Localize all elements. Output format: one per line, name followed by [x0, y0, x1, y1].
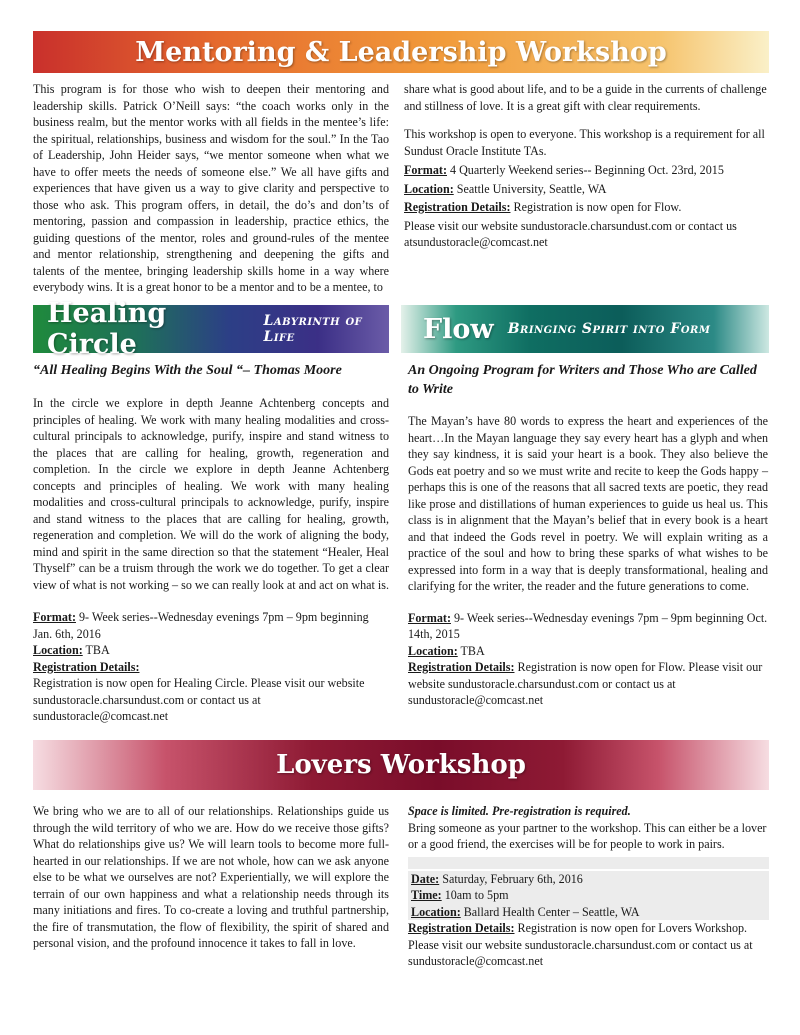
- flow-subhead: An Ongoing Program for Writers and Those Who are Called to Write: [408, 363, 757, 397]
- flow-title: Flow: [423, 313, 494, 345]
- location-value: Ballard Health Center – Seattle, WA: [460, 904, 640, 919]
- healing-body: In the circle we explore in depth Jeanne Achtenberg concepts and principles of healing. We work with many healing modalities and cross-cultural principals to acknowledge, purify, inspire and stand witness to the places that are calling for healing, growth, regeneration and completion. In the circle we explore in depth Jeanne Achtenberg concepts and principles of healing. We work with many healing modalities and cross-cultural principals to acknowledge, purify, inspire and stand witness to the places that are calling for healing, growth, regeneration and completion. We will do the work of aligning the body, mind and spirit in the same direction so that the statement “Healer, Heal Thyself” can be a truism through the work we do together. To get a clear view of what is not working – so we can really look at and act on what is.: [33, 396, 390, 592]
- lovers-right-column: [408, 803, 769, 970]
- registration-value: Registration is now open for Lovers Workshop.: [514, 921, 748, 935]
- registration-label: Registration Details:: [404, 200, 511, 214]
- format-label: Format:: [33, 610, 76, 624]
- healing-column: [33, 361, 389, 725]
- registration-label: Registration Details:: [408, 921, 515, 935]
- mentoring-banner: [33, 31, 769, 73]
- flow-body: The Mayan’s have 80 words to express the heart and experiences of the heart…In the Mayan language they say every heart has a glyph and when they say kindness, it is said your heart is a book. They also believe the Gods eat poetry and so we must write and recite to keep the Gods happy – perhaps this is one of the reasons that all sacred texts are poetic, they read like prose and distillations of human experiences to guide us heal us. This class is in alignment that the Mayan’s belief that in every book is a heart and that indeed the Gods revel in poetry. We will explain writing as a practice of the soul and how to bring these sparks of what wishes to be expressed into form in a way that is deeply transformational, healing and clarifying for the writer, the reader and the future generations to come.: [408, 414, 768, 593]
- location-value: Seattle University, Seattle, WA: [453, 181, 607, 196]
- location-label: Location:: [404, 181, 454, 196]
- flow-subtitle: Bringing Spirit into Form: [507, 321, 711, 337]
- registration-value: Registration is now open for Flow. Please visit our website sundustoracle.charsundust.com or contact us at sundustoracle@comcast.net: [408, 660, 763, 707]
- location-label: Location:: [411, 904, 461, 919]
- flow-banner: [401, 305, 769, 353]
- location-label: Location:: [408, 643, 458, 658]
- healing-registration-heading: [33, 659, 389, 676]
- lovers-time: [408, 887, 769, 904]
- registration-value: Registration is now open for Flow.: [510, 200, 682, 214]
- time-label: Time:: [411, 888, 442, 902]
- mentoring-intro: This program is for those who wish to deepen their mentoring and leadership skills. Patrick O’Neill says: “the coach works only in the business realm, but the mentor works with all fields in the mentee’s life: the spiritual, relationships, business and wisdom for the soul.” In the Tao of Leadership, John Heider says, “we mentor someone when what we have to offer meets the needs of someone else.” We all have gifts and experiences that have given us a way to give clarity and perspective to those who ask. This program offers, in detail, the do’s and don’ts of mentoring, passion and compassion in leadership, practice ethics, the guiding questions of the mentor, roles and ground-rules of the mentee and mentor relationship, strengthening and deepening the gifts and talents of the mentee, bringing leadership skills home in a way where everybody wins. It is a great honor to be a mentor and to be a mentee, to: [33, 82, 389, 294]
- healing-quote: “All Healing Begins With the Soul “– Thomas Moore: [33, 363, 342, 378]
- lovers-banner: [33, 740, 769, 790]
- date-label: Date:: [411, 871, 440, 886]
- location-value: TBA: [457, 643, 485, 658]
- healing-subtitle: Labyrinth of Life: [263, 313, 363, 345]
- mentoring-registration: [404, 199, 767, 216]
- format-value: 4 Quarterly Weekend series-- Beginning Oct. 23rd, 2015: [446, 163, 724, 177]
- lovers-date: [408, 871, 769, 888]
- time-value: 10am to 5pm: [441, 888, 509, 902]
- lovers-partner-text: Bring someone as your partner to the workshop. This can either be a lover or a good friend, the exercises will be for people to work in pairs.: [408, 820, 767, 851]
- shaded-divider: [408, 857, 769, 869]
- format-value: 9- Week series--Wednesday evenings 7pm – 9pm beginning Oct. 14th, 2015: [408, 610, 768, 641]
- registration-label: Registration Details:: [33, 659, 140, 674]
- healing-title: Healing Circle: [47, 298, 167, 360]
- lovers-left-column: [33, 803, 389, 952]
- flow-registration: [408, 659, 768, 709]
- lovers-body: We bring who we are to all of our relationships. Relationships guide us through the wild territory of who we are. How do we receive those gifts? What do relationships give us? We will learn tools to become more full-hearted in our relationships. If we are not whole, how can we ask anyone else to be what we ourselves are not? Experientially, we will explore the terrain of our own happiness and what a relationship needs through its many initiations and fires. To co-create a loving and truthful partnership, the fire of transmutation, the flow of flexibility, the spirit of shared and personal vision, and the profound innocence it takes to fall in love.: [33, 804, 389, 950]
- date-value: Saturday, February 6th, 2016: [439, 871, 583, 886]
- location-value: TBA: [82, 643, 110, 657]
- healing-location: [33, 642, 389, 659]
- location-label: Location:: [33, 643, 83, 657]
- healing-registration: Registration is now open for Healing Circle. Please visit our website sundustoracle.charsundust.com or contact us at sundustoracle@comcast.net: [33, 676, 365, 723]
- mentoring-right-column: [404, 81, 767, 251]
- mentoring-left-column: [33, 81, 389, 296]
- format-value: 9- Week series--Wednesday evenings 7pm – 9pm beginning Jan. 6th, 2016: [33, 610, 369, 641]
- healing-format: [33, 609, 389, 642]
- flow-location: [408, 643, 768, 660]
- flow-format: [408, 610, 768, 643]
- lovers-contact: Please visit our website sundustoracle.charsundust.com or contact us at sundustoracle@comcast.net: [408, 937, 753, 968]
- mentoring-location: [404, 181, 767, 198]
- mentoring-continued: share what is good about life, and to be a guide in the currents of challenge and stillness of love. It is a great gift with clear requirements.: [404, 82, 767, 113]
- mentoring-contact: Please visit our website sundustoracle.charsundust.com or contact us atsundustoracle@comcast.net: [404, 218, 737, 249]
- lovers-space-note: Space is limited. Pre-registration is required.: [408, 804, 631, 818]
- healing-circle-banner: [33, 298, 389, 360]
- registration-label: Registration Details:: [408, 660, 515, 674]
- format-label: Format:: [408, 610, 451, 625]
- mentoring-open-note: This workshop is open to everyone. This workshop is a requirement for all Sundust Oracle Institute TAs.: [404, 127, 765, 158]
- lovers-title: Lovers Workshop: [276, 750, 526, 780]
- format-label: Format:: [404, 163, 447, 177]
- mentoring-title: Mentoring & Leadership Workshop: [135, 36, 667, 68]
- mentoring-format: [404, 162, 767, 179]
- lovers-location: [408, 904, 769, 921]
- lovers-registration: [408, 920, 769, 937]
- flow-column: [408, 361, 768, 709]
